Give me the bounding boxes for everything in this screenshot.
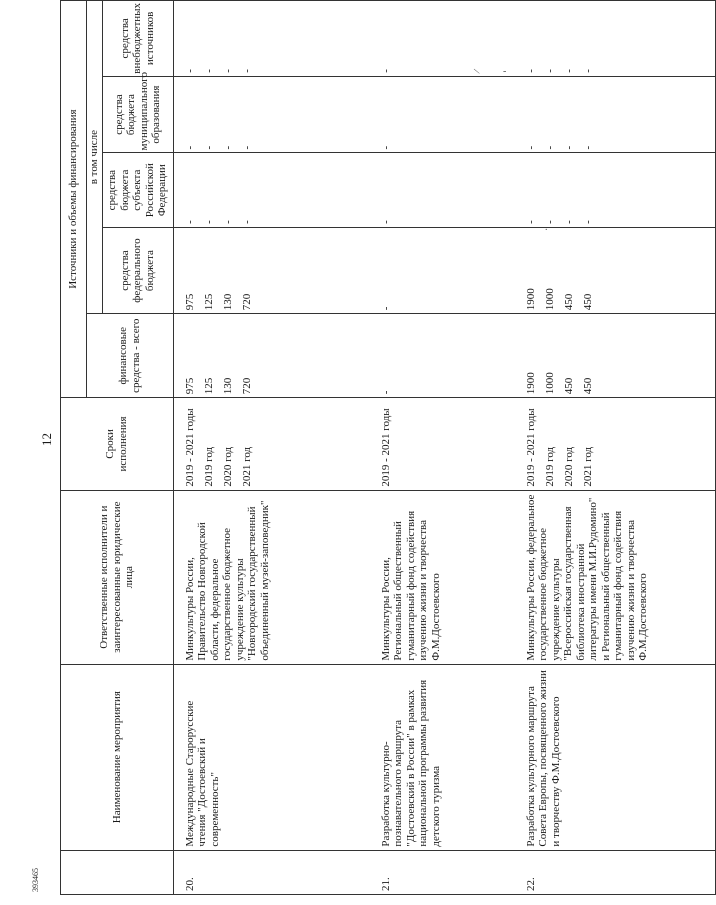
- value: -: [581, 220, 594, 224]
- stray-mark: -: [503, 66, 507, 77]
- executors-cell: Минкультуры России, Региональный общественный гуманитарный фонд содействия изучению жизни и творчества Ф.М.Достоевского: [380, 490, 525, 664]
- value: -: [379, 69, 392, 73]
- value: 125: [202, 377, 215, 395]
- total-cell: [173, 314, 380, 398]
- header-deadlines: Сроки исполнения: [61, 398, 174, 490]
- value: -: [543, 145, 556, 150]
- value: -: [183, 69, 196, 73]
- terms-cell: [525, 398, 716, 490]
- table-row: [173, 1, 380, 895]
- value: -: [202, 69, 215, 73]
- value: -: [183, 220, 196, 224]
- executors-cell: Минкультуры России, федеральное государственное бюджетное учреждение культуры "Всероссийская государственная библиотека иностранной литературы имени М.И.Рудомино" и Региональный общественный гуманитарный фонд содействия изучению жизни и творчества Ф.М.Достоевского: [525, 490, 716, 664]
- header-in-that: в том числе: [87, 1, 103, 314]
- extra-cell: [525, 1, 716, 77]
- term: 2020 год: [221, 446, 234, 487]
- term: 2021 год: [240, 446, 253, 487]
- value: -: [543, 220, 556, 224]
- value: -: [562, 220, 575, 224]
- value: -: [379, 145, 392, 150]
- value: -: [524, 220, 537, 224]
- value: -: [543, 69, 556, 73]
- table-row: [380, 1, 525, 895]
- value: -: [240, 220, 253, 224]
- federal-cell: [525, 227, 716, 313]
- value: -: [524, 69, 537, 73]
- value: 975: [183, 293, 196, 311]
- regional-cell: [525, 153, 716, 227]
- term: 2019 год: [202, 446, 215, 487]
- value: -: [221, 145, 234, 150]
- value: -: [379, 390, 392, 395]
- document-code: 393465: [31, 868, 40, 892]
- row-number: 21.: [380, 850, 525, 894]
- table-row: [525, 1, 716, 895]
- value: -: [379, 306, 392, 311]
- extra-cell: [380, 1, 525, 77]
- total-cell: [380, 314, 525, 398]
- value: 1000: [543, 288, 556, 311]
- header-sources: Источники и объемы финансирования: [61, 1, 87, 398]
- event-name: Разработка культурно-познавательного маршрута "Достоевский в России" в рамках национальной программы развития детского туризма: [380, 664, 525, 850]
- value: -: [524, 145, 537, 150]
- stray-mark: /: [471, 68, 484, 75]
- term: 2019 - 2021 годы: [183, 408, 196, 487]
- value: -: [202, 145, 215, 150]
- stray-mark: .: [545, 222, 548, 233]
- value: -: [379, 220, 392, 224]
- executors-cell: Минкультуры России, Правительство Новгородской области, федеральное государственное бюджетное учреждение культуры "Новгородский государственный объединенный музей-заповедник": [173, 490, 380, 664]
- value: -: [183, 145, 196, 150]
- term: 2020 год: [562, 446, 575, 487]
- rotated-table-page: [60, 0, 649, 895]
- value: 450: [581, 293, 594, 311]
- terms-cell: [380, 398, 525, 490]
- regional-cell: [380, 153, 525, 227]
- header-federal: средства федерального бюджета: [102, 227, 173, 313]
- total-cell: [525, 314, 716, 398]
- value: -: [581, 69, 594, 73]
- term: 2019 - 2021 годы: [524, 408, 537, 487]
- value: -: [562, 145, 575, 150]
- value: -: [221, 69, 234, 73]
- header-executors: Ответственные исполнители и заинтересованные юридические лица: [61, 490, 174, 664]
- federal-cell: [173, 227, 380, 313]
- municipal-cell: [173, 76, 380, 153]
- event-name: Международные Старорусские чтения "Достоевский и современность": [173, 664, 380, 850]
- header-municipal: средства бюджета муниципального образования: [102, 76, 173, 153]
- value: 720: [240, 377, 253, 395]
- header-number-blank: [61, 850, 174, 894]
- value: -: [240, 69, 253, 73]
- value: 975: [183, 377, 196, 395]
- value: -: [202, 220, 215, 224]
- municipal-cell: [525, 76, 716, 153]
- value: -: [221, 220, 234, 224]
- extra-cell: [173, 1, 380, 77]
- term: 2019 год: [543, 446, 556, 487]
- page-number: 12: [39, 433, 54, 446]
- value: 125: [202, 293, 215, 311]
- header-total: финансовые средства - всего: [87, 314, 174, 398]
- federal-cell: [380, 227, 525, 313]
- header-name: Наименование мероприятия: [61, 664, 174, 850]
- regional-cell: [173, 153, 380, 227]
- value: 1900: [524, 288, 537, 311]
- value: 1900: [524, 372, 537, 395]
- header-extra: средства внебюджетных источников: [102, 1, 173, 77]
- row-number: 22.: [525, 850, 716, 894]
- value: 450: [581, 377, 594, 395]
- row-number: 20.: [173, 850, 380, 894]
- value: 450: [562, 293, 575, 311]
- header-regional: средства бюджета субъекта Российской Федерации: [102, 153, 173, 227]
- value: 720: [240, 293, 253, 311]
- term: 2021 год: [581, 446, 594, 487]
- value: -: [581, 145, 594, 150]
- value: 130: [221, 377, 234, 395]
- term: 2019 - 2021 годы: [379, 408, 392, 487]
- value: 450: [562, 377, 575, 395]
- value: -: [562, 69, 575, 73]
- value: 130: [221, 293, 234, 311]
- event-name: Разработка культурного маршрута Совета Европы, посвященного жизни и творчеству Ф.М.Достоевского: [525, 664, 716, 850]
- terms-cell: [173, 398, 380, 490]
- municipal-cell: [380, 76, 525, 153]
- value: 1000: [543, 372, 556, 395]
- value: -: [240, 145, 253, 150]
- financing-table: [60, 0, 716, 895]
